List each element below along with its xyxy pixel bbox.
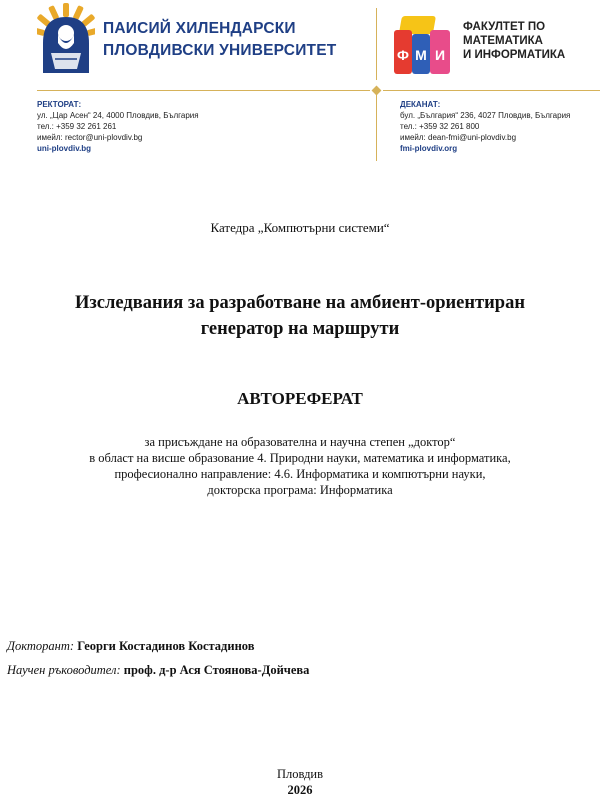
doctoral-student-name: Георги Костадинов Костадинов <box>77 639 255 653</box>
description-line: за присъждане на образователна и научна степен „доктор“ <box>144 435 456 449</box>
document-title-line: Изследвания за разработване на амбиент-ориентиран <box>74 293 526 313</box>
divider-diamond <box>372 86 382 96</box>
faculty-name-line: ФАКУЛТЕТ ПО <box>463 21 546 33</box>
deanery-phone: тел.: +359 32 261 800 <box>400 122 480 131</box>
city: Пловдив <box>276 767 324 781</box>
header-divider-left <box>37 90 370 91</box>
faculty-logo-icon <box>392 16 456 80</box>
department-name: Катедра „Компютърни системи“ <box>210 220 390 235</box>
document-title <box>0 290 600 342</box>
faculty-name-line: МАТЕМАТИКА <box>463 35 543 47</box>
svg-text:Ф: Ф <box>397 47 409 63</box>
svg-text:М: М <box>415 47 427 63</box>
university-logo-icon <box>37 3 95 75</box>
header-divider-vertical <box>376 8 377 80</box>
svg-text:И: И <box>434 47 446 63</box>
rectorate-website-link[interactable]: uni-plovdiv.bg <box>37 144 92 153</box>
university-name-line2: ПЛОВДИВСКИ УНИВЕРСИТЕТ <box>103 42 337 59</box>
rectorate-label: РЕКТОРАТ: <box>37 100 82 109</box>
doctoral-student-role: Докторант: <box>7 639 78 653</box>
faculty-name <box>463 20 565 62</box>
deanery-address: бул. „България“ 236, 4027 Пловдив, България <box>400 111 571 120</box>
year: 2026 <box>287 783 313 797</box>
deanery-label: ДЕКАНАТ: <box>400 100 441 109</box>
rectorate-phone: тел.: +359 32 261 261 <box>37 122 117 131</box>
faculty-name-line: И ИНФОРМАТИКА <box>463 49 566 61</box>
supervisor-name: проф. д-р Ася Стоянова-Дойчева <box>123 663 310 677</box>
university-name-line1: ПАИСИЙ ХИЛЕНДАРСКИ <box>103 20 296 37</box>
supervisor <box>7 663 309 678</box>
rectorate-contacts <box>37 99 199 154</box>
deanery-contacts <box>400 99 570 154</box>
header-divider-right <box>383 90 600 91</box>
description-line: професионално направление: 4.6. Информатика и компютърни науки, <box>114 467 486 481</box>
deanery-email[interactable]: имейл: dean-fmi@uni-plovdiv.bg <box>400 133 517 142</box>
deanery-website-link[interactable]: fmi-plovdiv.org <box>400 144 458 153</box>
doctoral-student <box>7 639 254 654</box>
description-line: в област на висше образование 4. Природни науки, математика и информатика, <box>89 451 511 465</box>
supervisor-role: Научен ръководител: <box>7 663 124 677</box>
rectorate-email[interactable]: имейл: rector@uni-plovdiv.bg <box>37 133 143 142</box>
rectorate-address: ул. „Цар Асен“ 24, 4000 Пловдив, България <box>37 111 199 120</box>
description-line: докторска програма: Информатика <box>207 483 393 497</box>
contacts-divider-vertical <box>376 93 377 161</box>
document-description <box>0 434 600 498</box>
document-heading: АВТОРЕФЕРАТ <box>237 389 363 408</box>
document-title-line: генератор на маршрути <box>200 319 400 339</box>
